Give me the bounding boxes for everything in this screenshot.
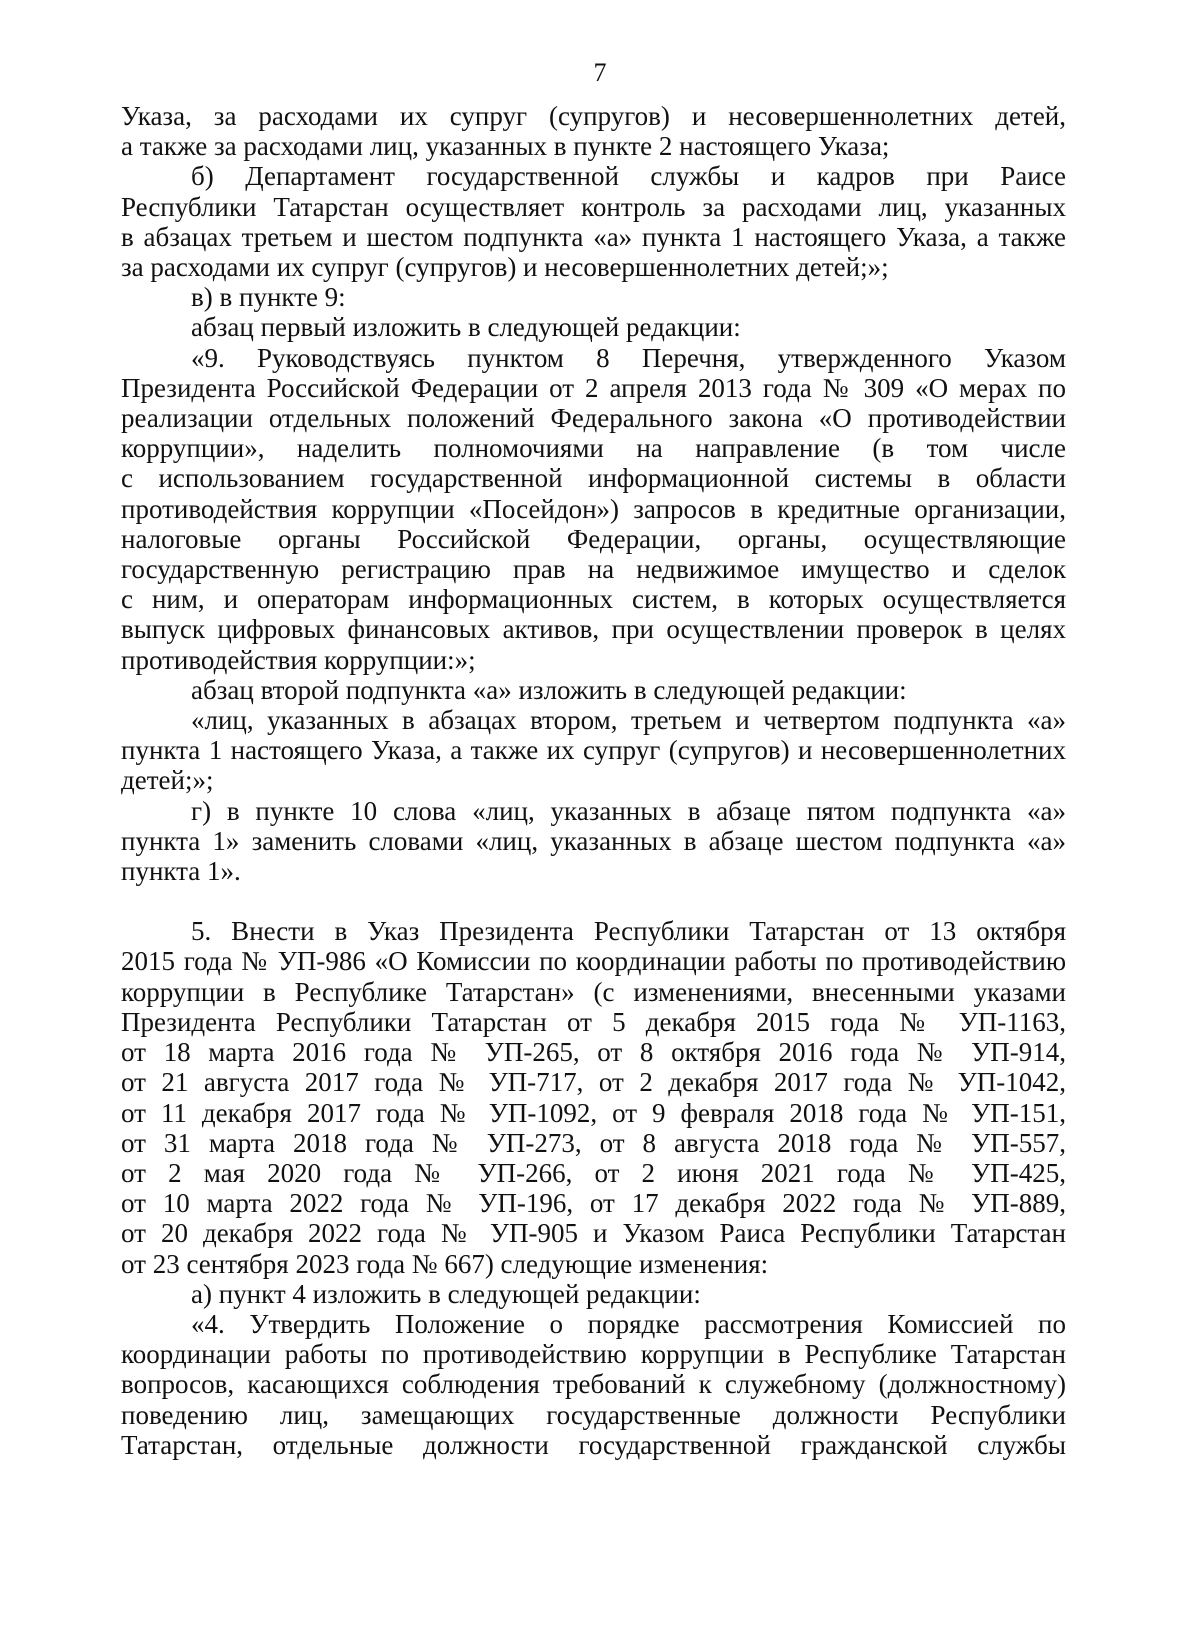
text-line: за расходами их супруг (супругов) и несовершеннолетних детей;»; <box>121 252 889 283</box>
text-line: противодействия коррупции:»; <box>121 644 476 675</box>
paragraph-second-abzac <box>121 675 1066 705</box>
text-line: выпуск цифровых финансовых активов, при осуществлении проверок в целях <box>121 614 1066 645</box>
text-line: Президента Российской Федерации от 2 апреля 2013 года № 309 «О мерах по <box>121 372 1066 403</box>
paragraph-first-abzac <box>121 312 1066 342</box>
text-line: детей;»; <box>121 765 214 796</box>
paragraph-point-5 <box>121 916 1066 1278</box>
paragraph-point-9 <box>121 343 1066 675</box>
text-line: а также за расходами лиц, указанных в пункте 2 настоящего Указа; <box>121 131 890 162</box>
paragraph-subitem-v <box>121 282 1066 312</box>
paragraph-point-4 <box>121 1309 1066 1460</box>
text-line: реализации отдельных положений Федерального закона «О противодействии <box>121 403 1066 434</box>
paragraph-subitem-b <box>121 161 1066 282</box>
text-line: 5. Внести в Указ Президента Республики Татарстан от 13 октября <box>191 916 1066 947</box>
text-line: координации работы по противодействию коррупции в Республике Татарстан <box>121 1339 1066 1370</box>
paragraph-continuation <box>121 101 1066 161</box>
text-line: в абзацах третьем и шестом подпункта «а» пункта 1 настоящего Указа, а также <box>121 221 1066 252</box>
text-line: абзац первый изложить в следующей редакции: <box>191 312 741 343</box>
paragraph-subitem-a <box>121 1279 1066 1309</box>
text-line: от 31 марта 2018 года № УП-273, от 8 августа 2018 года № УП-557, <box>121 1127 1066 1158</box>
text-line: поведению лиц, замещающих государственные должности Республики <box>121 1399 1066 1430</box>
text-line: от 21 августа 2017 года № УП-717, от 2 декабря 2017 года № УП-1042, <box>121 1067 1066 1098</box>
text-line: от 23 сентября 2023 года № 667) следующие изменения: <box>121 1248 769 1279</box>
text-line: налоговые органы Российской Федерации, органы, осуществляющие <box>121 523 1066 554</box>
text-line: от 2 мая 2020 года № УП-266, от 2 июня 2021 года № УП-425, <box>121 1157 1066 1188</box>
text-line: пункта 1 настоящего Указа, а также их супруг (супругов) и несовершеннолетних <box>121 735 1066 766</box>
text-line: г) в пункте 10 слова «лиц, указанных в абзаце пятом подпункта «а» <box>191 795 1066 826</box>
text-line: в) в пункте 9: <box>191 282 346 313</box>
document-body <box>121 101 1066 1460</box>
text-line: «лиц, указанных в абзацах втором, третьем и четвертом подпункта «а» <box>191 705 1066 736</box>
text-line: а) пункт 4 изложить в следующей редакции: <box>191 1278 701 1309</box>
text-line: с ним, и операторам информационных систем, в которых осуществляется <box>121 584 1066 615</box>
text-line: пункта 1» заменить словами «лиц, указанных в абзаце шестом подпункта «а» <box>121 825 1066 856</box>
text-line: от 11 декабря 2017 года № УП-1092, от 9 февраля 2018 года № УП-151, <box>121 1097 1066 1128</box>
paragraph-persons-quote <box>121 705 1066 796</box>
text-line: от 20 декабря 2022 года № УП-905 и Указом Раиса Республики Татарстан <box>121 1218 1066 1249</box>
text-line: 2015 года № УП-986 «О Комиссии по координации работы по противодействию <box>121 946 1066 977</box>
text-line: с использованием государственной информационной системы в области <box>121 463 1066 494</box>
text-line: «4. Утвердить Положение о порядке рассмотрения Комиссией по <box>191 1308 1066 1339</box>
text-line: противодействия коррупции «Посейдон») запросов в кредитные организации, <box>121 493 1066 524</box>
text-line: абзац второй подпункта «а» изложить в следующей редакции: <box>191 674 907 705</box>
text-line: Указа, за расходами их супруг (супругов) и несовершеннолетних детей, <box>121 101 1066 131</box>
text-line: от 10 марта 2022 года № УП-196, от 17 декабря 2022 года № УП-889, <box>121 1188 1066 1219</box>
text-line: коррупции», наделить полномочиями на направление (в том числе <box>121 433 1066 464</box>
text-line: Татарстан, отдельные должности государственной гражданской службы <box>121 1429 1066 1460</box>
text-line: вопросов, касающихся соблюдения требований к служебному (должностному) <box>121 1369 1066 1400</box>
text-line: государственную регистрацию прав на недвижимое имущество и сделок <box>121 554 1066 585</box>
text-line: коррупции в Республике Татарстан» (с изменениями, внесенными указами <box>121 976 1066 1007</box>
text-line: б) Департамент государственной службы и кадров при Раисе <box>191 161 1066 192</box>
text-line: «9. Руководствуясь пунктом 8 Перечня, утвержденного Указом <box>191 342 1066 373</box>
page-number: 7 <box>593 58 607 87</box>
text-line: Президента Республики Татарстан от 5 декабря 2015 года № УП-1163, <box>121 1006 1066 1037</box>
paragraph-subitem-g <box>121 796 1066 887</box>
text-line: от 18 марта 2016 года № УП-265, от 8 октября 2016 года № УП-914, <box>121 1037 1066 1068</box>
paragraph-gap <box>121 886 1066 916</box>
text-line: пункта 1». <box>121 856 241 887</box>
text-line: Республики Татарстан осуществляет контроль за расходами лиц, указанных <box>121 191 1066 222</box>
